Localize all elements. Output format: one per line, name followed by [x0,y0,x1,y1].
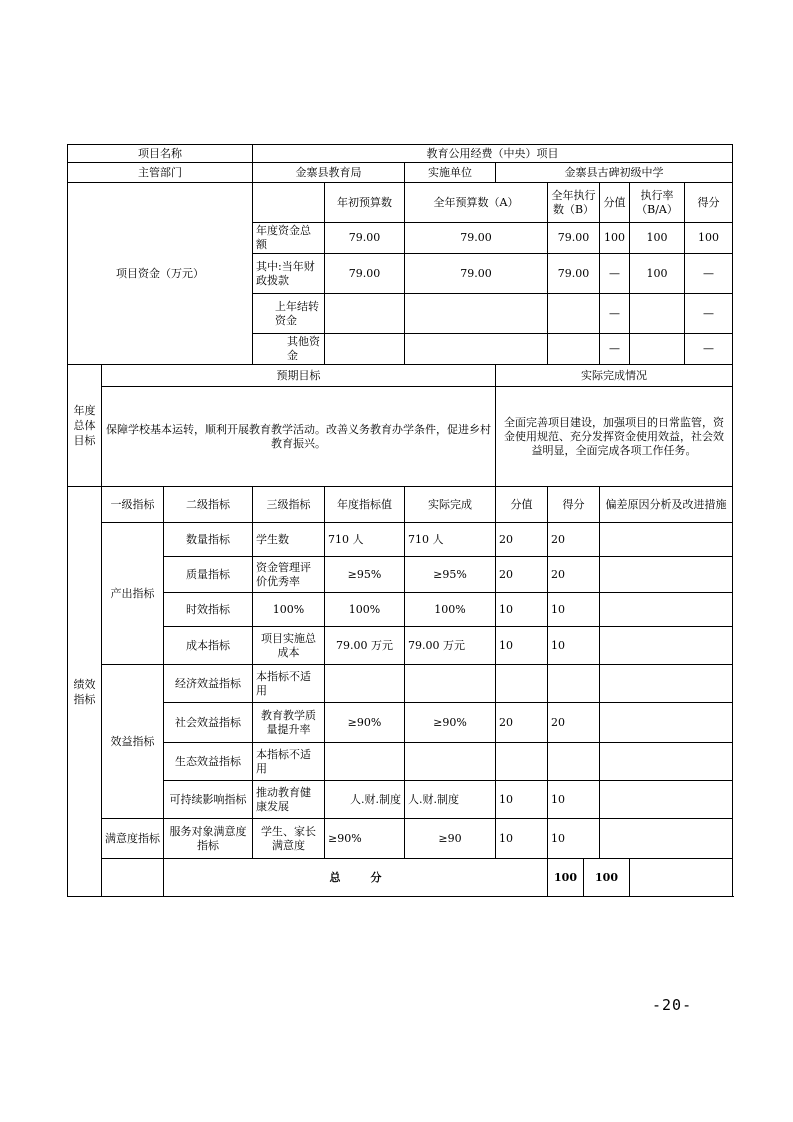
indicator-score: 10 [548,593,600,627]
funds-rate: 100 [630,254,685,294]
indicator-note [600,743,733,781]
indicator-row [68,627,733,665]
funds-executed [548,334,600,365]
total-label-b: 分 [370,870,382,884]
indicator-actual: ≥90 [405,819,496,859]
indicator-level3: 100% [253,593,325,627]
indicator-score-value: 10 [496,819,548,859]
indicator-target [325,665,405,703]
department-label: 主管部门 [68,163,253,183]
funds-header-annual: 全年预算数（A） [405,183,548,223]
indicator-level2: 生态效益指标 [164,743,253,781]
indicator-header-level1: 一级指标 [102,487,164,523]
indicator-header-level2: 二级指标 [164,487,253,523]
funds-row-label: 其他资金 [253,334,325,365]
indicator-level1: 效益指标 [102,665,164,819]
indicator-header-actual: 实际完成 [405,487,496,523]
indicator-target: 100% [325,593,405,627]
indicator-actual: 710 人 [405,523,496,557]
department-row [68,163,733,183]
indicator-score-value: 20 [496,523,548,557]
funds-header-initial: 年初预算数 [325,183,405,223]
indicator-actual: ≥95% [405,557,496,593]
funds-annual: 79.00 [405,223,548,254]
project-name-label: 项目名称 [68,145,253,163]
expected-goal-header: 预期目标 [102,365,496,387]
indicator-score: 10 [548,819,600,859]
indicator-target [325,743,405,781]
indicator-actual: ≥90% [405,703,496,743]
funds-annual [405,294,548,334]
total-score: 100 [584,859,630,897]
indicator-level3: 本指标不适用 [253,665,325,703]
funds-label: 项目资金（万元） [68,183,253,365]
indicator-note [600,665,733,703]
funds-row-label: 年度资金总额 [253,223,325,254]
indicator-note [600,557,733,593]
indicator-note [600,781,733,819]
indicator-actual: 79.00 万元 [405,627,496,665]
indicator-score: 20 [548,557,600,593]
funds-score-value: — [600,254,630,294]
funds-rate [630,294,685,334]
indicator-level3: 学生、家长满意度 [253,819,325,859]
funds-header-score-value: 分值 [600,183,630,223]
indicator-level3: 项目实施总成本 [253,627,325,665]
indicator-score-value: 20 [496,557,548,593]
funds-header-rate: 执行率（B/A） [630,183,685,223]
indicator-row [68,557,733,593]
implementing-unit-label: 实施单位 [405,163,496,183]
indicator-level2: 经济效益指标 [164,665,253,703]
funds-header-row [68,183,733,223]
funds-score-value: — [600,294,630,334]
funds-initial: 79.00 [325,223,405,254]
indicator-row [68,523,733,557]
funds-corner-cell [253,183,325,223]
indicator-note [600,819,733,859]
indicator-target: 人.财.制度 [325,781,405,819]
total-row [68,859,733,897]
funds-header-executed: 全年执行数（B） [548,183,600,223]
indicator-level2: 质量指标 [164,557,253,593]
indicator-score-value: 10 [496,781,548,819]
indicator-target: ≥95% [325,557,405,593]
indicator-level3: 本指标不适用 [253,743,325,781]
funds-rate: 100 [630,223,685,254]
indicator-note [600,593,733,627]
indicator-level3: 推动教育健康发展 [253,781,325,819]
indicator-header-target: 年度指标值 [325,487,405,523]
indicator-score-value: 10 [496,627,548,665]
indicator-score-value [496,665,548,703]
funds-initial [325,294,405,334]
funds-score: — [685,294,733,334]
total-note [630,859,733,897]
indicator-row [68,743,733,781]
funds-score: — [685,334,733,365]
indicator-header-score: 得分 [548,487,600,523]
actual-completion-header: 实际完成情况 [496,365,733,387]
indicator-header-score-value: 分值 [496,487,548,523]
funds-score: — [685,254,733,294]
total-blank-cell [102,859,164,897]
funds-initial [325,334,405,365]
indicator-actual [405,665,496,703]
indicator-header-row [68,487,733,523]
funds-score-value: 100 [600,223,630,254]
indicator-score: 20 [548,703,600,743]
indicator-level2: 数量指标 [164,523,253,557]
project-name-row [68,145,733,163]
indicator-level3: 资金管理评价优秀率 [253,557,325,593]
indicator-level3: 教育教学质量提升率 [253,703,325,743]
indicator-actual: 人.财.制度 [405,781,496,819]
indicator-note [600,627,733,665]
indicator-level1: 产出指标 [102,523,164,665]
indicator-note [600,703,733,743]
total-label-a: 总 [329,870,371,884]
funds-rate [630,334,685,365]
funds-score-value: — [600,334,630,365]
department-value: 金寨县教育局 [253,163,405,183]
funds-score: 100 [685,223,733,254]
indicator-level2: 服务对象满意度指标 [164,819,253,859]
indicator-row [68,665,733,703]
indicator-note [600,523,733,557]
goals-content-row [68,387,733,487]
funds-row-label: 上年结转资金 [253,294,325,334]
indicator-target: ≥90% [325,703,405,743]
indicator-target: 79.00 万元 [325,627,405,665]
indicator-target: 710 人 [325,523,405,557]
indicator-score: 10 [548,627,600,665]
indicator-level2: 社会效益指标 [164,703,253,743]
performance-indicators-label: 绩效指标 [68,487,102,897]
indicator-row [68,781,733,819]
funds-header-score: 得分 [685,183,733,223]
indicator-header-deviation: 偏差原因分析及改进措施 [600,487,733,523]
total-label [164,859,548,897]
indicator-score: 20 [548,523,600,557]
project-name-value: 教育公用经费（中央）项目 [253,145,733,163]
indicator-score-value [496,743,548,781]
total-score-value: 100 [548,859,584,897]
indicator-actual [405,743,496,781]
indicator-row [68,819,733,859]
funds-annual: 79.00 [405,254,548,294]
indicator-score-value: 10 [496,593,548,627]
indicator-header-level3: 三级指标 [253,487,325,523]
funds-executed [548,294,600,334]
indicator-level1: 满意度指标 [102,819,164,859]
indicator-level2: 可持续影响指标 [164,781,253,819]
funds-annual [405,334,548,365]
goals-header-row [68,365,733,387]
indicator-score [548,743,600,781]
funds-initial: 79.00 [325,254,405,294]
indicator-level2: 成本指标 [164,627,253,665]
indicator-row [68,593,733,627]
funds-row-label: 其中:当年财政拨款 [253,254,325,294]
indicator-level3: 学生数 [253,523,325,557]
funds-executed: 79.00 [548,254,600,294]
expected-goal-text: 保障学校基本运转，顺利开展教育教学活动。改善义务教育办学条件，促进乡村教育振兴。 [102,387,496,487]
indicator-score-value: 20 [496,703,548,743]
indicator-target: ≥90% [325,819,405,859]
indicator-actual: 100% [405,593,496,627]
actual-completion-text: 全面完善项目建设，加强项目的日常监管，资金使用规范、充分发挥资金使用效益，社会效益明显，全面完成各项工作任务。 [496,387,733,487]
indicator-score [548,665,600,703]
indicator-level2: 时效指标 [164,593,253,627]
implementing-unit-value: 金寨县古碑初级中学 [496,163,733,183]
annual-goals-label: 年度总体目标 [68,365,102,487]
performance-evaluation-table [67,144,733,897]
funds-executed: 79.00 [548,223,600,254]
indicator-row [68,703,733,743]
page-number: -20- [652,996,693,1014]
indicator-score: 10 [548,781,600,819]
